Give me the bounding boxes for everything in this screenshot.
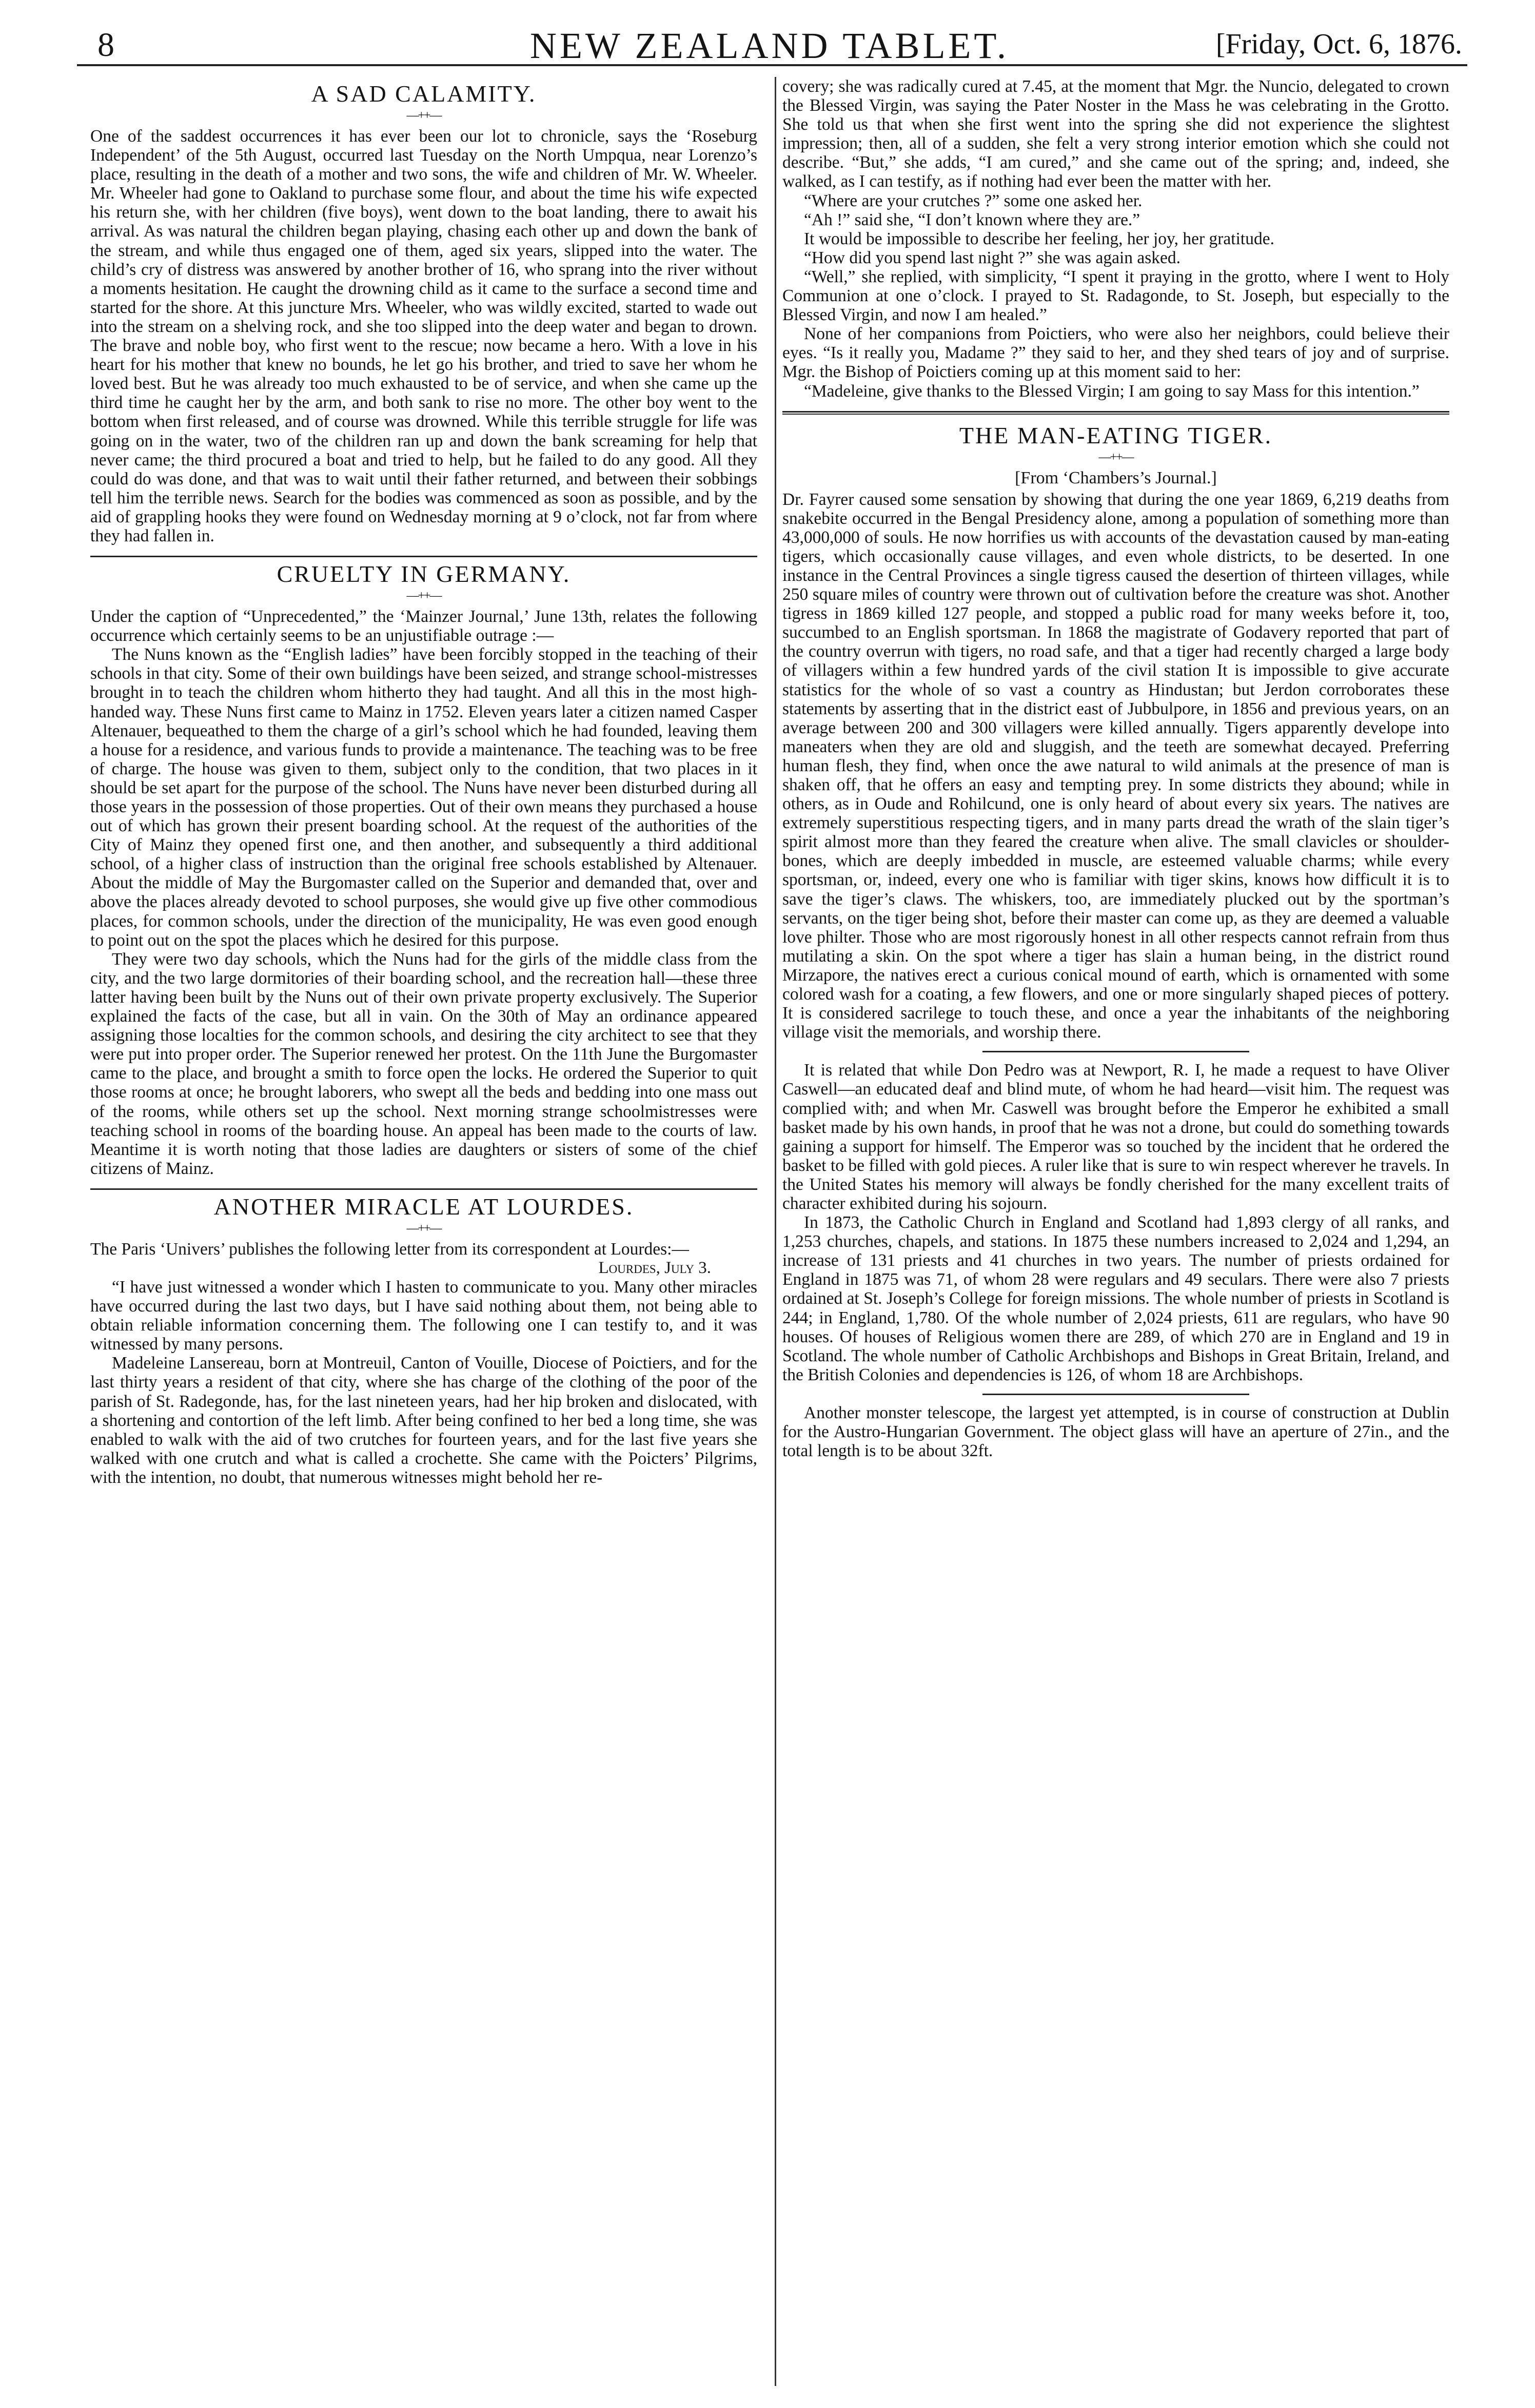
lourdes-paragraph: Madeleine Lansereau, born at Montreuil, Canton of Vouille, Diocese of Poictiers, and for the last thirty years a resident of that city, where she has charge of the clothing of the poor of the parish of St. Radegonde, has, for the last nineteen years, had her hip broken and dislocated, with a shortening and contortion of the left limb. After being confined to her bed a long time, she was enabled to walk with the aid of two crutches for fourteen years, and for the last five years she walked with one crutch and what is called a crochette. She came with the Poicters’ Pilgrims, with the intention, no doubt, that numerous witnesses might behold her re-	[90, 1354, 757, 1487]
telescope-paragraph: Another monster telescope, the largest yet attempted, is in course of construction at Dublin for the Austro-Hungarian Government. The object glass will have an aperture of 27in., and the total length is to be about 32ft.	[782, 1403, 1449, 1461]
section-rule	[782, 414, 1449, 415]
ornament: —++—	[406, 589, 441, 603]
ornament: —++—	[406, 109, 441, 122]
lourdes-paragraph-continued: covery; she was radically cured at 7.45, at the moment that Mgr. the Nuncio, delegated to crown the Blessed Virgin, was saying the Pater Noster in the Mass he was celebrating in the Grotto. She told us that when she first went into the spring she did not experience the slightest impression; then, all of a sudden, she felt a very strong interior emotion which she could not describe. “But,” she adds, “I am cured,” and she came out of the spring; and, indeed, she walked, as I can testify, as if nothing had ever been the matter with her.	[782, 77, 1449, 191]
lourdes-intro: The Paris ‘Univers’ publishes the following letter from its correspondent at Lourdes:—	[90, 1239, 689, 1259]
don-pedro-paragraph: It is related that while Don Pedro was at Newport, R. I, he made a request to have Oliver Caswell—an educated deaf and blind mute, of whom he had heard—visit him. The request was complied with; and when Mr. Caswell was brought before the Emperor he exhibited a small basket made by his own hands, in proof that he was not a drone, but could do something towards gaining a support for himself. The Emperor was so touched by the incident that he ordered the basket to be filled with gold pieces. A ruler like that is sure to win respect wherever he travels. In the United States his memory will always be fondly cherished for the many excellent traits of character exhibited during his sojourn.	[782, 1061, 1449, 1213]
section-rule	[982, 1051, 1249, 1052]
cruelty-intro: Under the caption of “Unprecedented,” the ‘Mainzer Journal,’ June 13th, relates the following occurrence which certainly seems to be an unjustifiable outrage :—	[90, 607, 757, 645]
newspaper-title: NEW ZEALAND TABLET.	[529, 25, 1010, 66]
lourdes-paragraph: It would be impossible to describe her feeling, her joy, her gratitude.	[804, 229, 1274, 248]
lourdes-dateline: Lourdes, July 3.	[598, 1258, 711, 1277]
right-column	[782, 77, 1449, 2386]
masthead-rule	[77, 64, 1467, 66]
cruelty-paragraph: They were two day schools, which the Nuns had for the girls of the middle class from the city, and the two large dormitories of their boarding school, and the recreation hall—these three latter having been built by the Nuns out of their own private property exclusively. The Superior explained the facts of the case, but all in vain. On the 30th of May an ordinance appeared assigning those localties for the common schools, and desiring the city architect to see that they were put into proper order. The Superior renewed her protest. On the 11th June the Burgomaster came to the place, and brought a smith to force open the locks. He ordered the Superior to quit those rooms at once; he brought laborers, who swept all the beds and bedding into one mass out of the rooms, while others set up the school. Next morning strange schoolmistresses were teaching school in rooms of the boarding house. An appeal has been made to the courts of law. Meantime it is worth noting that those ladies are daughters or sisters of some of the chief citizens of Mainz.	[90, 949, 757, 1178]
issue-date: [Friday, Oct. 6, 1876.	[1215, 28, 1462, 60]
section-rule	[982, 1394, 1249, 1395]
lourdes-paragraph: “I have just witnessed a wonder which I hasten to communicate to you. Many other miracles have occurred during the last two days, but I have said nothing about them, not being able to obtain reliable information concerning them. The following one I can testify to, and it was witnessed by many persons.	[90, 1277, 757, 1354]
catholic-statistics-paragraph: In 1873, the Catholic Church in England and Scotland had 1,893 clergy of all ranks, and 1,253 churches, chapels, and stations. In 1875 these numbers increased to 2,024 and 1,294, an increase of 131 priests and 41 churches in two years. The number of priests ordained for England in 1875 was 71, of whom 28 were regulars and 49 seculars. There were also 7 priests ordained at St. Joseph’s College for foreign missions. The whole number of priests in Scotland is 244; in England, 1,780. Of the whole number of 2,024 priests, 611 are regulars, who have 90 houses. Of houses of Religious women there are 289, of which 270 are in England and 19 in Scotland. The whole number of Catholic Archbishops and Bishops in Great Britain, Ireland, and the British Colonies and dependencies is 126, of whom 18 are Archbishops.	[782, 1213, 1449, 1384]
sad-calamity-heading: A SAD CALAMITY.	[311, 81, 537, 107]
cruelty-paragraph: The Nuns known as the “English ladies” have been forcibly stopped in the teaching of their schools in that city. Some of their own buildings have been seized, and strange school-mistresses brought in to teach the children whom hitherto they had taught. And all this in the most high-handed way. These Nuns first came to Mainz in 1752. Eleven years later a citizen named Casper Altenauer, bequeathed to them the charge of a girl’s school which he had founded, leaving them a house for a residence, and various funds to provide a maintenance. The teaching was to be free of charge. The house was given to them, subject only to the condition, that two places in it should be set apart for the purpose of the school. The Nuns have never been disturbed during all those years in the possession of those properties. Out of their own means they purchased a house out of which has grown their present boarding school. At the request of the authorities of the City of Mainz they opened first one, and then another, and subsequently a third additional school, of a higher class of instruction than the original free schools established by Altenauer. About the middle of May the Burgomaster called on the Superior and demanded that, over and above the places already devoted to school purposes, she would give up five other commodious places, for common schools, under the direction of the municipality, He was even good enough to point out on the spot the places which he desired for this purpose.	[90, 645, 757, 950]
lourdes-paragraph: “How did you spend last night ?” she was again asked.	[804, 248, 1181, 267]
section-rule	[782, 411, 1449, 413]
lourdes-paragraph: “Madeleine, give thanks to the Blessed Virgin; I am going to say Mass for this intention.”	[804, 381, 1420, 401]
column-divider	[775, 77, 776, 2386]
ornament: —++—	[1098, 450, 1133, 464]
lourdes-paragraph: “Well,” she replied, with simplicity, “I spent it praying in the grotto, where I went to Holy Communion at one o’clock. I prayed to St. Radagonde, to St. Joseph, but especially to the Blessed Virgin, and now I am healed.”	[782, 267, 1449, 325]
ornament: —++—	[406, 1221, 441, 1235]
tiger-source: [From ‘Chambers’s Journal.]	[1015, 468, 1217, 487]
lourdes-paragraph: “Ah !” said she, “I don’t known where they are.”	[804, 210, 1140, 229]
masthead	[77, 21, 1462, 77]
lourdes-heading: ANOTHER MIRACLE AT LOURDES.	[213, 1193, 634, 1220]
tiger-heading: THE MAN-EATING TIGER.	[959, 422, 1273, 448]
section-rule	[90, 556, 757, 557]
lourdes-paragraph: “Where are your crutches ?” some one asked her.	[804, 191, 1143, 210]
sad-calamity-text: One of the saddest occurrences it has ever been our lot to chronicle, says the ‘Roseburg Independent’ of the 5th August, occurred last Tuesday on the North Umpqua, near Lorenzo’s place, resulting in the death of a mother and two sons, the wife and children of Mr. W. Wheeler. Mr. Wheeler had gone to Oakland to purchase some flour, and about the time his wife expected his return she, with her children (five boys), went down to the boat landing, there to await his arrival. As was natural the children began playing, chasing each other up and down the bank of the stream, and while thus engaged one of them, aged six years, slipped into the water. The child’s cry of distress was answered by another brother of 16, who sprang into the river without a moments hesitation. He caught the drowning child as it came to the surface a second time and started for the shore. At this juncture Mrs. Wheeler, who was wildly excited, started to wade out into the stream on a shelving rock, and she too slipped into the deep water and began to drown. The brave and noble boy, who first went to the rescue; now became a hero. With a love in his heart for his mother that knew no bounds, he let go his brother, and tried to save her whom he loved best. But he was already too much exhausted to be of service, and when she came up the third time he caught her by the arm, and both sank to rise no more. The other boy went to the bottom when first released, and of course was drowned. While this terrible struggle for life was going on in the water, two of the children ran up and down the bank screaming for help that never came; the third procured a boat and tried to help, but he failed to do any good. All they could do was done, and that was to wait until their father returned, and between their sobbings tell him the terrible news. Search for the bodies was commenced as soon as possible, and by the aid of grappling hooks they were found on Wednesday morning at 9 o’clock, not far from where they had fallen in.	[90, 127, 757, 545]
cruelty-heading: CRUELTY IN GERMANY.	[277, 561, 571, 588]
tiger-text: Dr. Fayrer caused some sensation by showing that during the one year 1869, 6,219 deaths from snakebite occurred in the Bengal Presidency alone, among a population of something more than 43,000,000 of souls. He now horrifies us with accounts of the devastation caused by man-eating tigers, which occasionally cause villages, and even whole districts, to be deserted. In one instance in the Central Provinces a single tigress caused the desertion of thirteen villages, while 250 square miles of country were thrown out of cultivation before the creature was shot. Another tigress in 1869 killed 127 people, and stopped a public road for many weeks before it, too, succumbed to an English sportsman. In 1868 the magistrate of Godavery reported that part of the country overrun with tigers, no road safe, and that a tiger had recently charged a large body of villagers within a few hundred yards of the civil station It is impossible to give accurate statistics for the whole of so vast a country as Hindustan; but Jerdon corroborates these statements by asserting that in the district east of Jubbulpore, in 1856 and previous years, on an average between 200 and 300 villagers were killed annually. Tigers apparently develope into maneaters when they are old and sluggish, and the teeth are somewhat decayed. Preferring human flesh, they find, when once the awe natural to wild animals at the presence of man is shaken off, that he offers an easy and tempting prey. In some districts they abound; while in others, as in Oude and Rohilcund, one is only heard of about every six years. The natives are extremely superstitious respecting tigers, and in many parts dread the wrath of the slain tiger’s spirit almost more than they feared the creature when alive. The small clavicles or shoulder-bones, which are deeply imbedded in muscle, are esteemed valuable charms; while every sportsman, or, indeed, every one who is familiar with tiger skins, knows how difficult it is to save the tiger’s claws. The whiskers, too, are immediately plucked out by the sportman’s servants, on the tiger being shot, before their master can come up, as they are deemed a valuable love philter. Those who are most rigorously honest in all other respects cannot refrain from thus mutilating a skin. On the spot where a tiger has slain a human being, in the district round Mirzapore, the natives erect a curious conical mound of earth, which is ornamented with some colored wash for a coating, a few flowers, and one or more singularly shaped pieces of pottery. It is considered sacrilege to touch these, and once a year the inhabitants of the neighboring village visit the memorials, and worship there.	[782, 490, 1449, 1042]
left-column	[90, 77, 757, 2386]
page-number: 8	[97, 26, 114, 64]
section-rule	[90, 1188, 757, 1190]
lourdes-paragraph: None of her companions from Poictiers, who were also her neighbors, could believe their eyes. “Is it really you, Madame ?” they said to her, and they shed tears of joy and of surprise. Mgr. the Bishop of Poictiers coming up at this moment said to her:	[782, 324, 1449, 382]
